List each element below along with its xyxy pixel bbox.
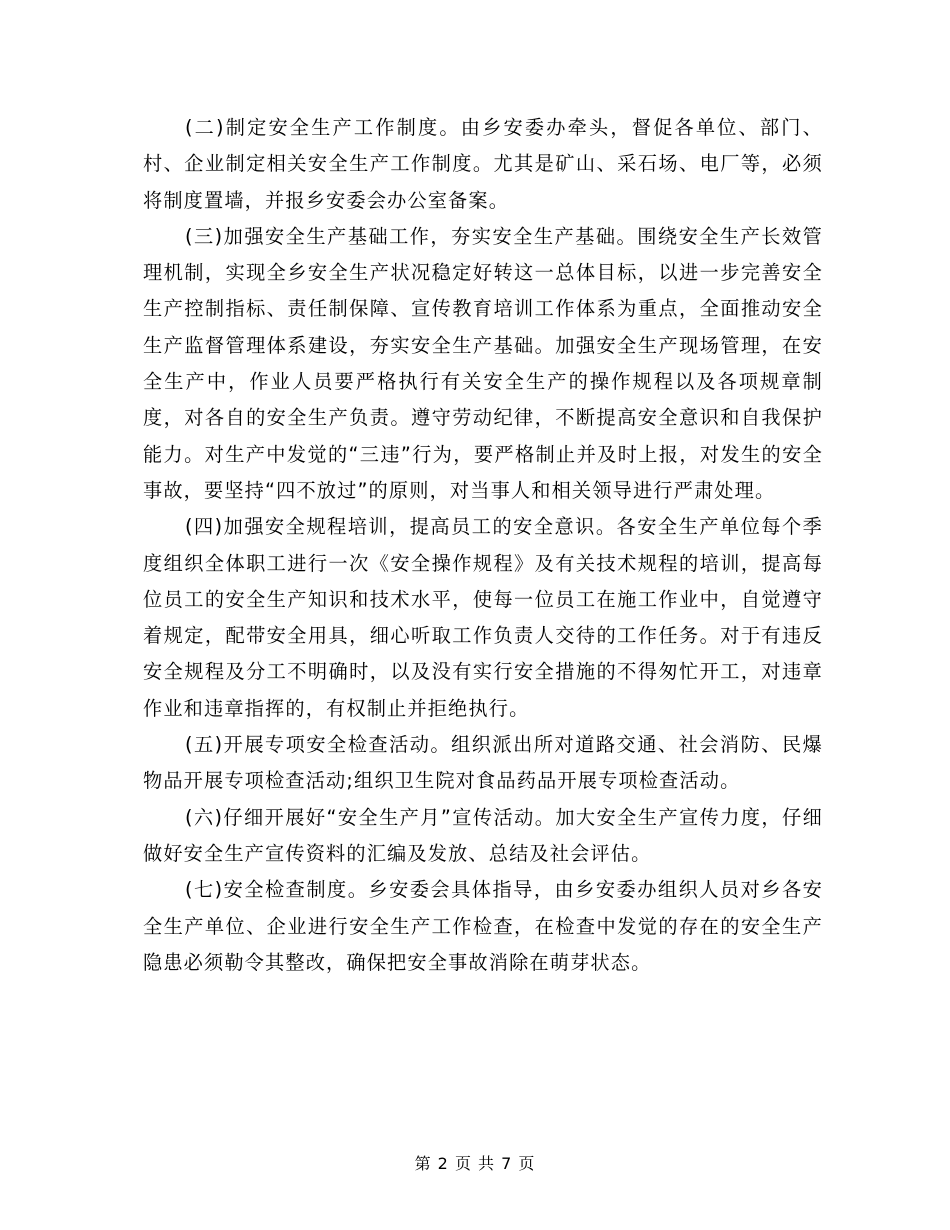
page-number-label: 第 2 页 共 7 页 — [414, 1154, 536, 1173]
paragraph-3: (三)加强安全生产基础工作，夯实安全生产基础。围绕安全生产长效管理机制，实现全乡安全生产状况稳定好转这一总体目标，以进一步完善安全生产控制指标、责任制保障、宣传教育培训工作体系为重点，全面推动安全生产监督管理体系建设，夯实安全生产基础。加强安全生产现场管理，在安全生产中，作业人员要严格执行有关安全生产的操作规程以及各项规章制度，对各自的安全生产负责。遵守劳动纪律，不断提高安全意识和自我保护能力。对生产中发觉的“三违”行为，要严格制止并及时上报，对发生的安全事故，要坚持“四不放过”的原则，对当事人和相关领导进行严肃处理。 — [143, 224, 823, 502]
paragraph-7: (七)安全检查制度。乡安委会具体指导，由乡安委办组织人员对乡各安全生产单位、企业进行安全生产工作检查，在检查中发觉的存在的安全生产隐患必须勒令其整改，确保把安全事故消除在萌芽状态。 — [143, 878, 823, 974]
paragraph-6: (六)仔细开展好“安全生产月”宣传活动。加大安全生产宣传力度，仔细做好安全生产宣传资料的汇编及发放、总结及社会评估。 — [143, 805, 823, 865]
paragraph-5: (五)开展专项安全检查活动。组织派出所对道路交通、社会消防、民爆物品开展专项检查活动;组织卫生院对食品药品开展专项检查活动。 — [143, 733, 823, 793]
page-footer — [0, 1154, 950, 1174]
document-body — [143, 110, 823, 981]
paragraph-4: (四)加强安全规程培训，提高员工的安全意识。各安全生产单位每个季度组织全体职工进行一次《安全操作规程》及有关技术规程的培训，提高每位员工的安全生产知识和技术水平，使每一位员工在施工作业中，自觉遵守着规定，配带安全用具，细心听取工作负责人交待的工作任务。对于有违反安全规程及分工不明确时，以及没有实行安全措施的不得匆忙开工，对违章作业和违章指挥的，有权制止并拒绝执行。 — [143, 515, 823, 720]
paragraph-2: (二)制定安全生产工作制度。由乡安委办牵头，督促各单位、部门、村、企业制定相关安全生产工作制度。尤其是矿山、采石场、电厂等，必须将制度置墙，并报乡安委会办公室备案。 — [143, 116, 823, 212]
